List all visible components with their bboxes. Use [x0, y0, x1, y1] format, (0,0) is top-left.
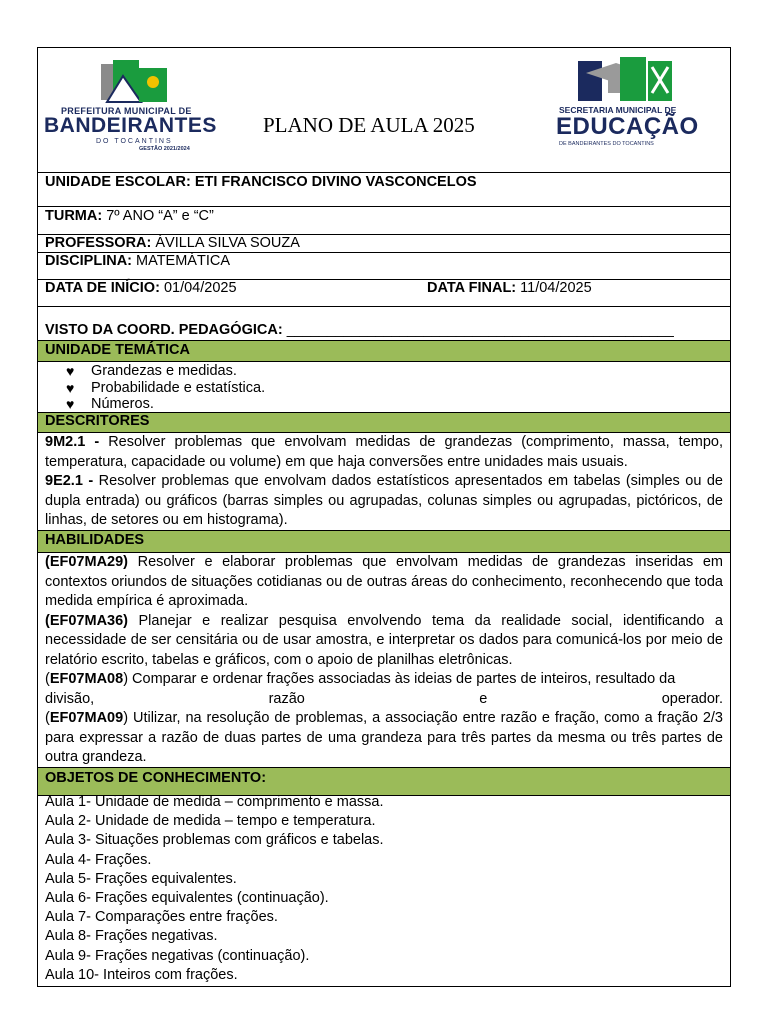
data-final-value: 11/04/2025 [516, 280, 592, 296]
descritores-body [38, 433, 730, 531]
objetos-header [38, 768, 730, 796]
data-final-text [427, 279, 592, 299]
turma-label: TURMA: [45, 208, 103, 224]
objetos-body [38, 796, 730, 986]
lesson-plan-document [37, 47, 731, 987]
professora-row [38, 235, 730, 253]
descritores-header [38, 413, 730, 433]
professora-value: ÁVILLA SILVA SOUZA [151, 235, 300, 251]
disciplina-text [45, 252, 723, 272]
aula-item: Aula 9- Frações negativas (continuação). [45, 947, 310, 964]
logo-left-line4: GESTÃO 2021/2024 [139, 146, 190, 152]
logo-right-line3: DE BANDEIRANTES DO TOCANTINS [559, 141, 654, 147]
turma-value: 7º ANO “A” e “C” [102, 208, 214, 224]
aula-item: Aula 4- Frações. [45, 851, 152, 868]
data-inicio-label: DATA DE INÍCIO: [45, 280, 160, 296]
aula-item: Aula 10- Inteiros com frações. [45, 966, 238, 983]
unidade-tematica-heading: UNIDADE TEMÁTICA [45, 342, 190, 358]
logo-left-line2: BANDEIRANTES [44, 114, 217, 137]
list-item: ♥ Números. [66, 396, 154, 412]
heart-bullet-icon: ♥ [66, 396, 75, 412]
habilidades-header [38, 531, 730, 553]
descritores-heading: DESCRITORES [45, 413, 150, 429]
educacao-logo [556, 53, 726, 153]
professora-text [45, 234, 723, 254]
aula-item: Aula 2- Unidade de medida – tempo e temperatura. [45, 813, 376, 830]
heart-bullet-icon: ♥ [66, 363, 75, 379]
aula-item: Aula 1- Unidade de medida – comprimento e massa. [45, 794, 384, 810]
data-inicio-text [45, 279, 237, 299]
logo-left-line1: PREFEITURA MUNICIPAL DE [61, 106, 192, 116]
habilidade-item: (EF07MA09) Utilizar, na resolução de problemas, a associação entre razão e fração, como a fração 2/3 para expressar a razão de duas partes de uma grandeza para três partes da mesma ou três partes de outra grandeza. [45, 710, 723, 765]
professora-label: PROFESSORA: [45, 235, 152, 251]
visto-label: VISTO DA COORD. PEDAGÓGICA: [45, 322, 283, 338]
data-inicio-value: 01/04/2025 [159, 280, 237, 296]
list-item: ♥ Probabilidade e estatística. [66, 379, 266, 396]
unidade-tematica-body [38, 362, 730, 413]
habilidade-item-continuation: divisão, razão e operador. [45, 690, 723, 707]
aula-item: Aula 5- Frações equivalentes. [45, 870, 237, 887]
logo-left-line3: DO TOCANTINS [96, 138, 173, 145]
datas-row [38, 280, 730, 307]
logo-right-line1: SECRETARIA MUNICIPAL DE [559, 105, 677, 115]
bandeirantes-logo [41, 58, 217, 153]
page-title: PLANO DE AULA 2025 [263, 113, 475, 137]
logo-right-line2: EDUCAÇÃO [556, 113, 699, 140]
unidade-escolar-row [38, 173, 730, 207]
visto-row [38, 307, 730, 341]
flag-emblem-icon [41, 58, 211, 108]
visto-text [45, 321, 723, 341]
turma-text [45, 207, 723, 227]
habilidade-item: (EF07MA08) Comparar e ordenar frações associadas às ideias de partes de inteiros, resultado da [45, 671, 676, 687]
habilidades-heading: HABILIDADES [45, 532, 145, 548]
visto-signature-line: ________________________________________________ [282, 322, 674, 338]
unidade-escolar-label: UNIDADE ESCOLAR: ETI FRANCISCO DIVINO VASCONCELOS [45, 174, 477, 190]
objetos-heading: OBJETOS DE CONHECIMENTO: [45, 770, 267, 786]
data-final-label: DATA FINAL: [427, 280, 517, 296]
list-item: ♥ Grandezas e medidas. [66, 363, 237, 379]
unidade-tematica-list [66, 363, 265, 413]
descritor-item: 9M2.1 - Resolver problemas que envolvam medidas de grandezas (comprimento, massa, tempo, temperatura, capacidade ou volume) em que haja conversões entre unidades mais usuais. [45, 434, 723, 470]
unidade-tematica-header [38, 341, 730, 362]
turma-row [38, 207, 730, 235]
aula-item: Aula 7- Comparações entre frações. [45, 909, 278, 926]
disciplina-row [38, 253, 730, 280]
education-emblem-icon [556, 53, 726, 105]
aula-item: Aula 6- Frações equivalentes (continuação). [45, 890, 329, 907]
habilidade-item: (EF07MA36) Planejar e realizar pesquisa envolvendo tema da realidade social, identificando a necessidade de ser censitária ou de usar amostra, e interpretar os dados para comunicá-los por meio de relatório escrito, tabelas e gráficos, com o apoio de planilhas eletrônicas. [45, 612, 723, 668]
header-row [38, 48, 730, 173]
disciplina-value: MATEMÁTICA [132, 253, 231, 269]
heart-bullet-icon: ♥ [66, 379, 75, 396]
disciplina-label: DISCIPLINA: [45, 253, 132, 269]
habilidades-body [38, 553, 730, 768]
descritor-item: 9E2.1 - Resolver problemas que envolvam dados estatísticos apresentados em tabelas (simples ou de dupla entrada) ou gráficos (barras simples ou agrupadas, colunas simples ou agrupadas, pictóricos, de linhas, de setores ou em histograma). [45, 473, 723, 528]
aula-item: Aula 3- Situações problemas com gráficos e tabelas. [45, 832, 384, 849]
habilidade-item: (EF07MA29) Resolver e elaborar problemas que envolvam medidas de grandezas inseridas em contextos oriundos de situações cotidianas ou de outras áreas do conhecimento, reconhecendo que toda medida empírica é aproximada. [45, 554, 723, 609]
aula-item: Aula 8- Frações negativas. [45, 928, 218, 945]
